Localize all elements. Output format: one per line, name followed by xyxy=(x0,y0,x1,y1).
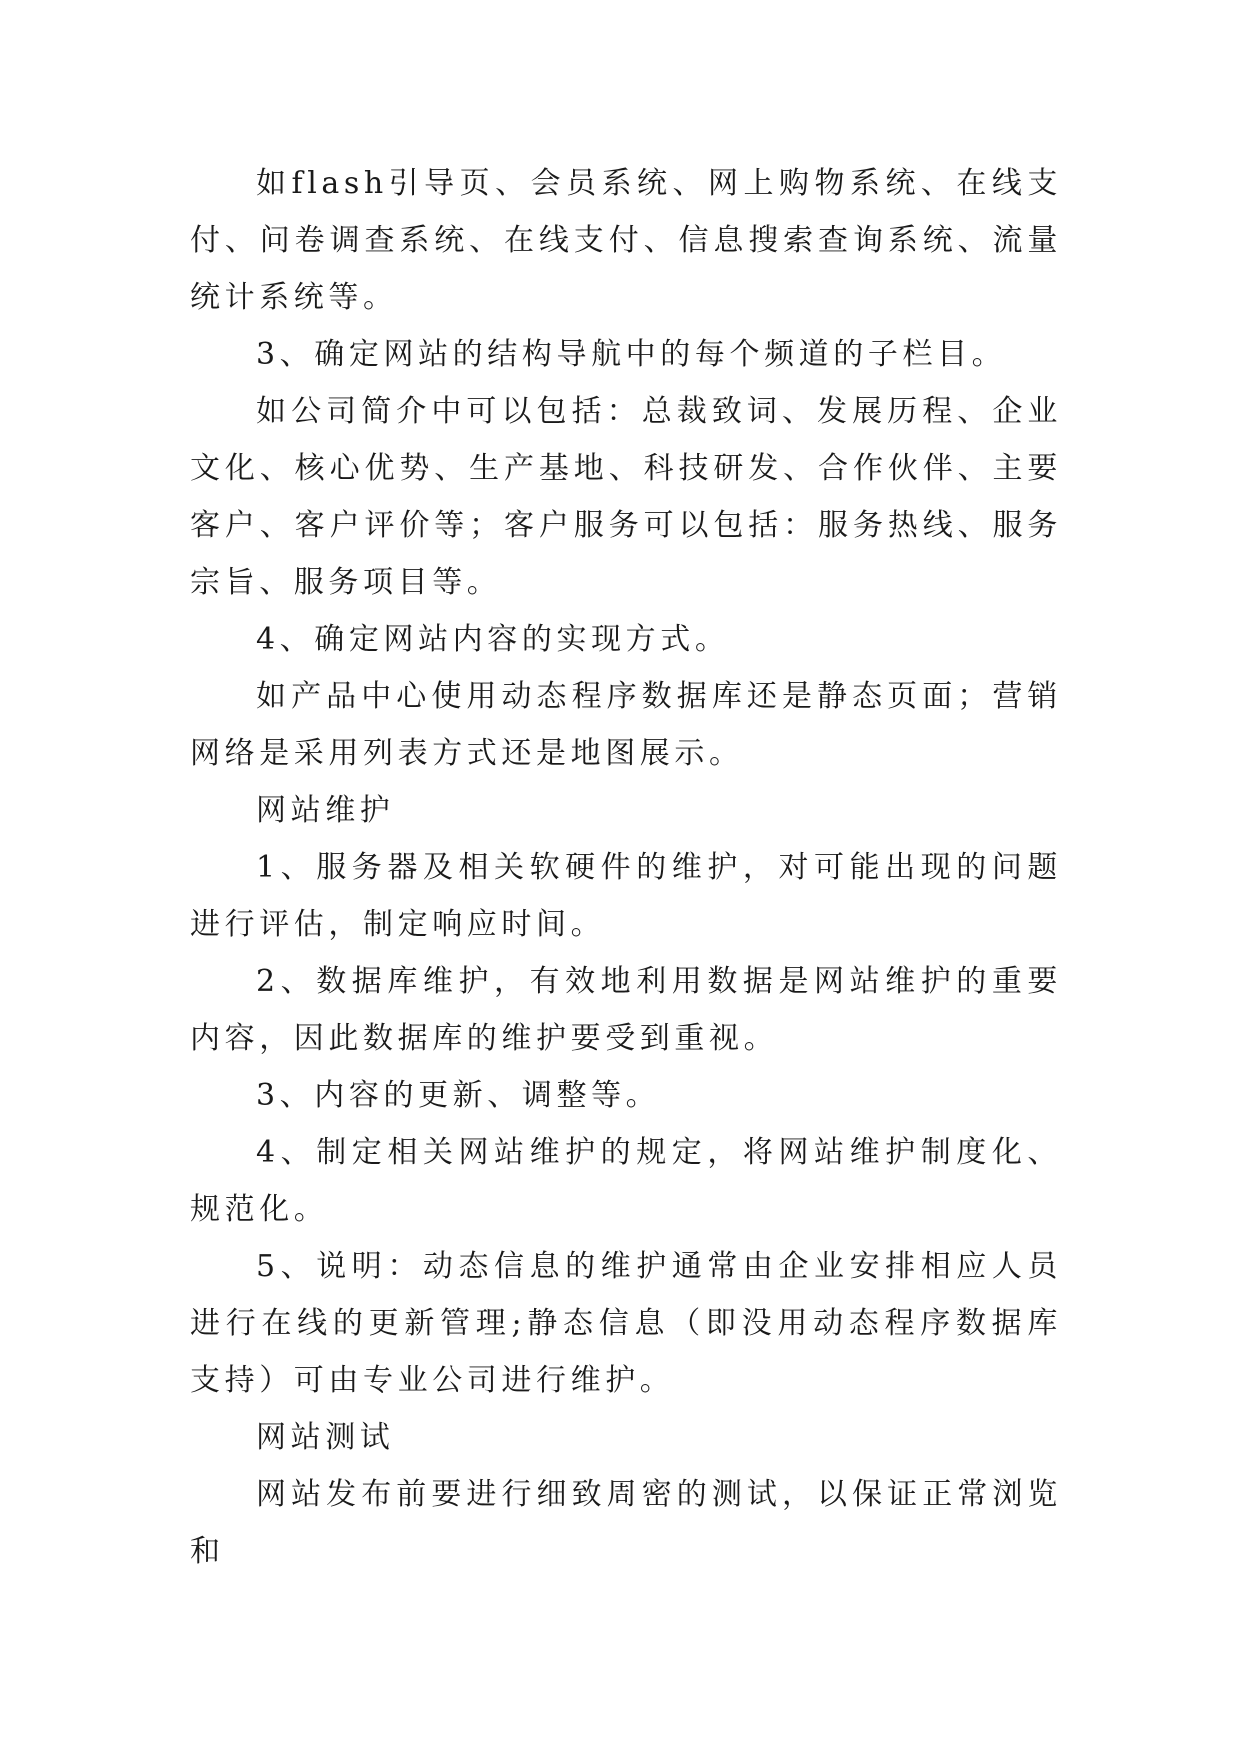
document-body xyxy=(190,155,1062,1580)
paragraph-maintenance-1: 1、服务器及相关软硬件的维护，对可能出现的问题进行评估，制定响应时间。 xyxy=(190,850,1062,942)
paragraph-maintenance-4: 4、制定相关网站维护的规定，将网站维护制度化、规范化。 xyxy=(190,1135,1062,1227)
paragraph-step-3-subsections: 3、确定网站的结构导航中的每个频道的子栏目。 xyxy=(256,337,1007,372)
paragraph-maintenance-5: 5、说明：动态信息的维护通常由企业安排相应人员进行在线的更新管理;静态信息（即没用动态程序数据库支持）可由专业公司进行维护。 xyxy=(190,1249,1062,1398)
paragraph-feature-examples: 如flash引导页、会员系统、网上购物系统、在线支付、问卷调查系统、在线支付、信息搜索查询系统、流量统计系统等。 xyxy=(190,166,1062,315)
paragraph-maintenance-3: 3、内容的更新、调整等。 xyxy=(256,1078,661,1113)
paragraph-subsection-examples: 如公司简介中可以包括：总裁致词、发展历程、企业文化、核心优势、生产基地、科技研发、合作伙伴、主要客户、客户评价等；客户服务可以包括：服务热线、服务宗旨、服务项目等。 xyxy=(190,394,1062,600)
heading-website-maintenance: 网站维护 xyxy=(256,793,395,828)
paragraph-step-4-implementation: 4、确定网站内容的实现方式。 xyxy=(256,622,730,657)
paragraph-testing-intro: 网站发布前要进行细致周密的测试，以保证正常浏览和 xyxy=(190,1477,1062,1569)
heading-website-testing: 网站测试 xyxy=(256,1420,395,1455)
paragraph-maintenance-2: 2、数据库维护，有效地利用数据是网站维护的重要内容，因此数据库的维护要受到重视。 xyxy=(190,964,1062,1056)
paragraph-implementation-examples: 如产品中心使用动态程序数据库还是静态页面；营销网络是采用列表方式还是地图展示。 xyxy=(190,679,1062,771)
